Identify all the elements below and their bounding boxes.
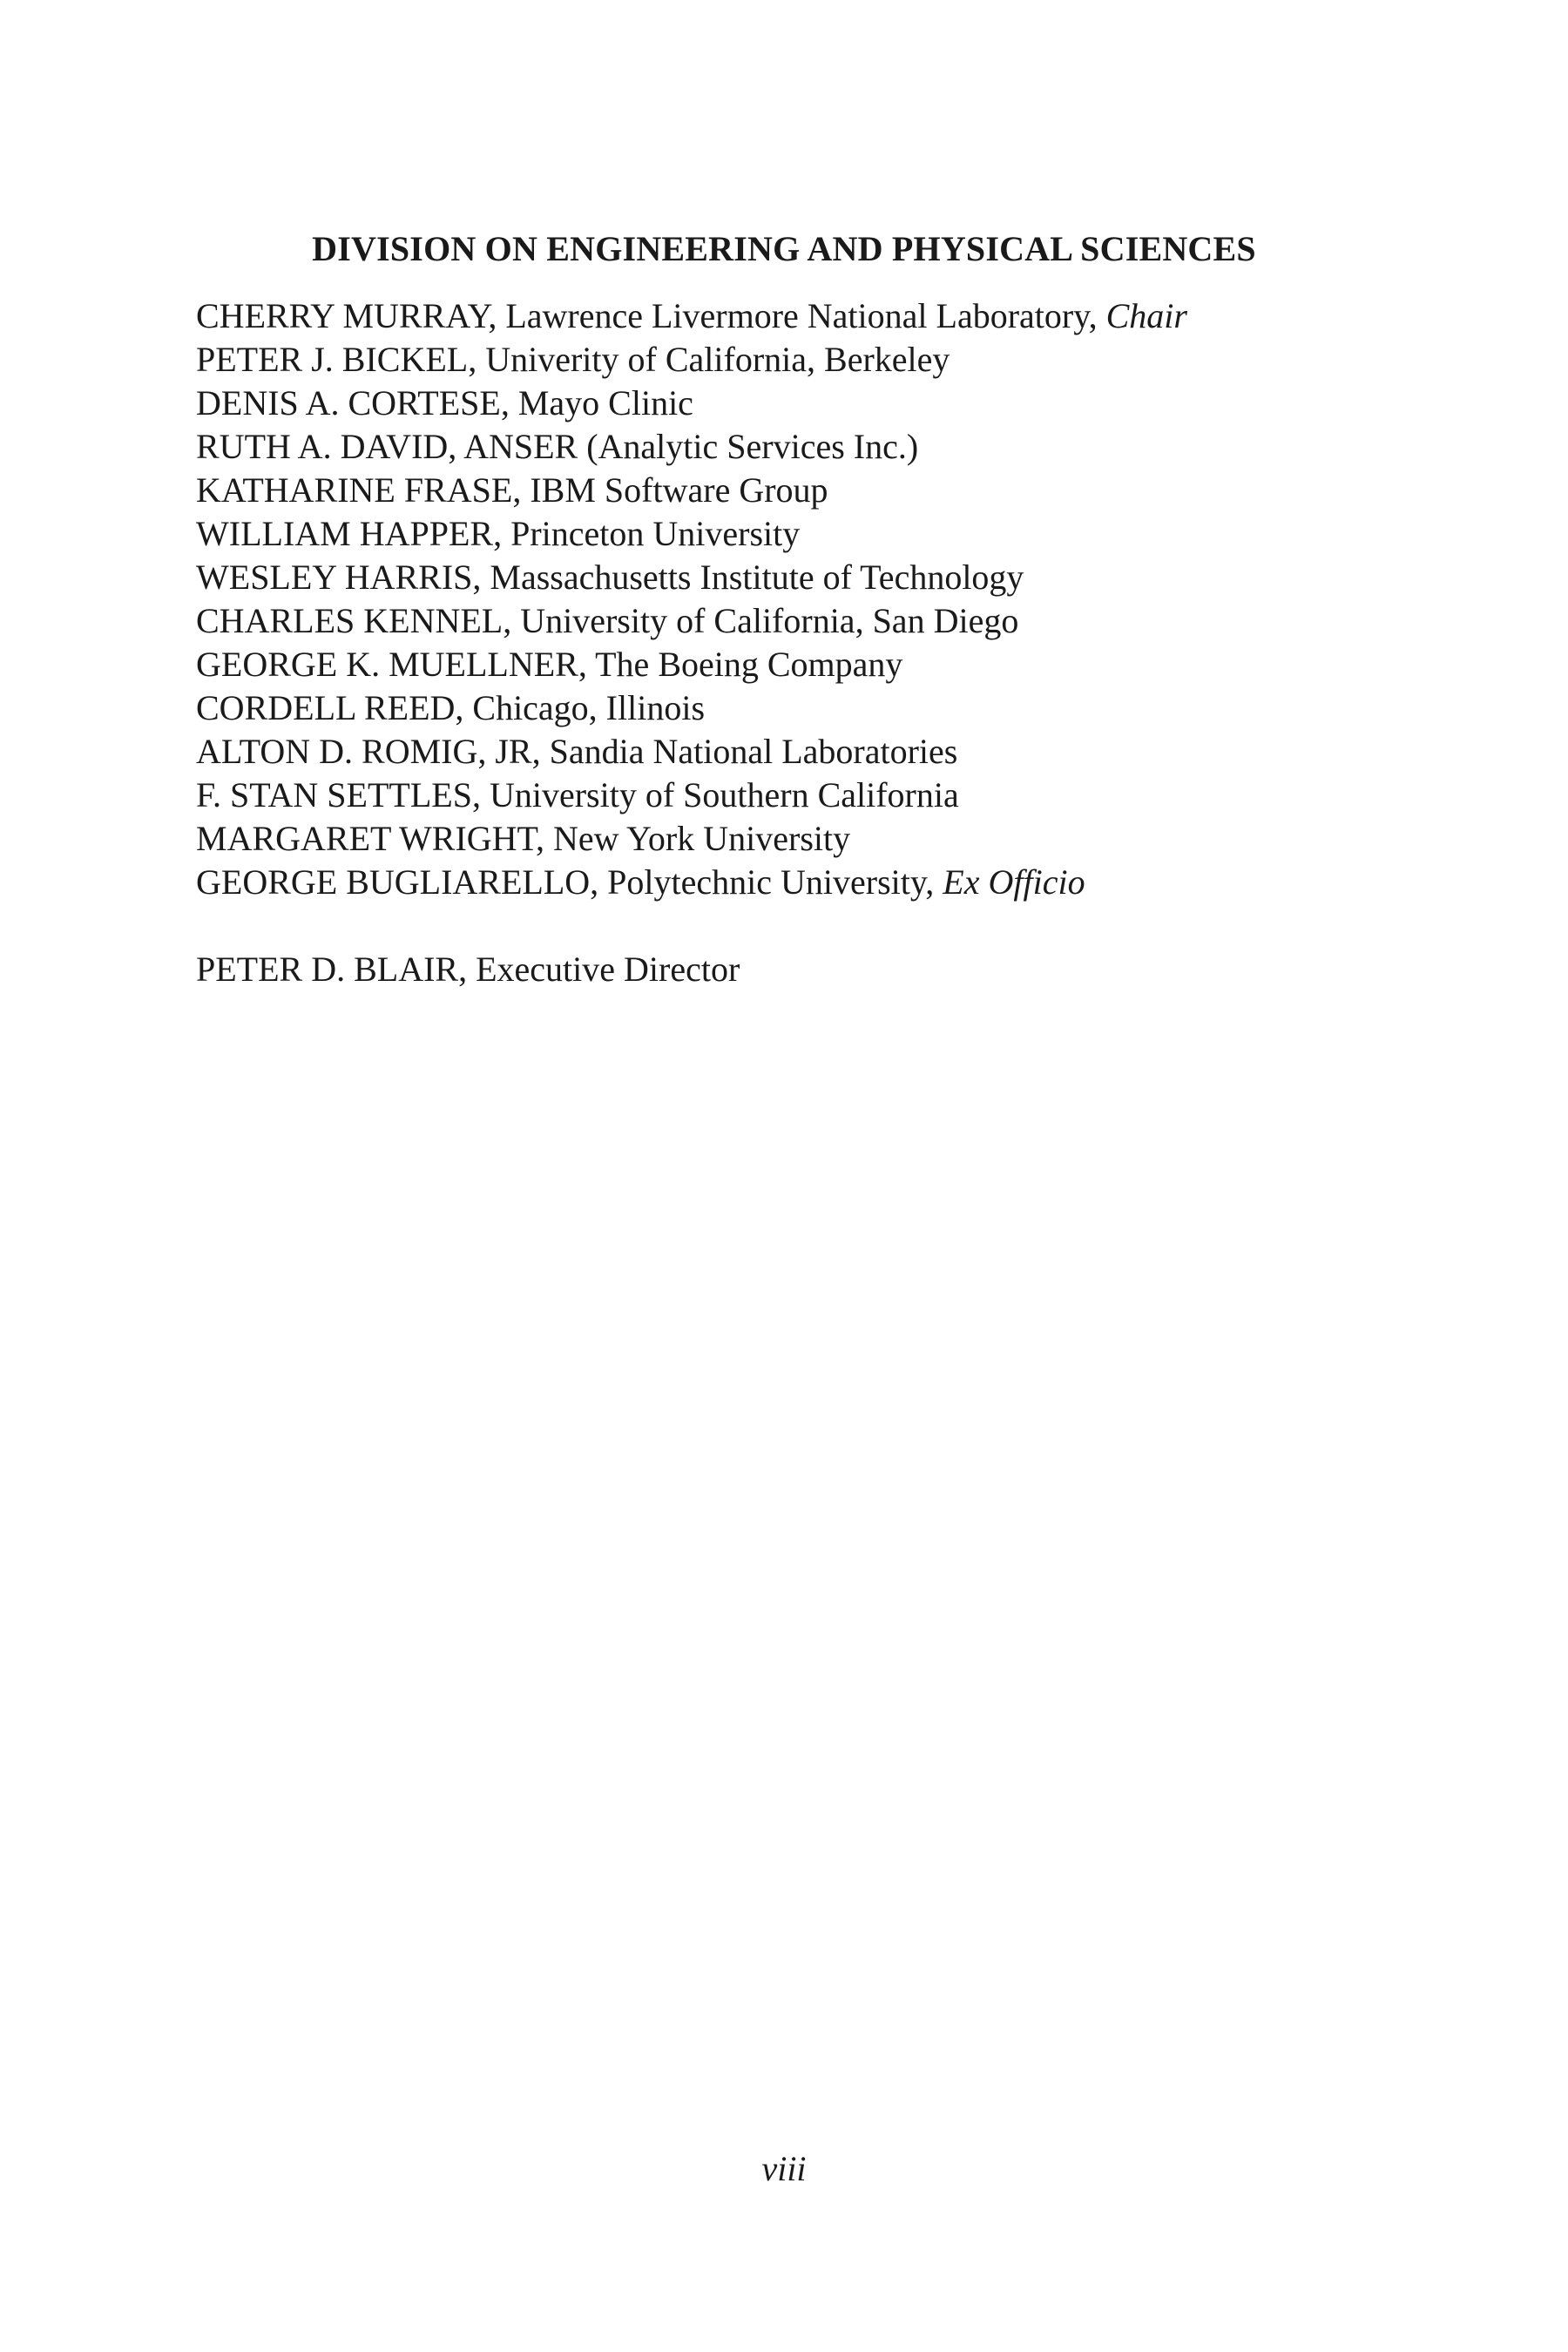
member-name-affiliation: PETER J. BICKEL, Univerity of California, Berkeley <box>196 340 950 379</box>
member-name-affiliation: MARGARET WRIGHT, New York University <box>196 819 851 858</box>
executive-director: PETER D. BLAIR, Executive Director <box>196 950 740 989</box>
member-entry <box>196 599 1416 643</box>
member-entry <box>196 643 1416 686</box>
member-name-affiliation: WILLIAM HAPPER, Princeton University <box>196 514 801 553</box>
member-name-affiliation: GEORGE BUGLIARELLO, Polytechnic University, <box>196 862 943 902</box>
page-number: viii <box>761 2149 807 2188</box>
member-entry <box>196 774 1416 817</box>
member-role: Chair <box>1105 296 1187 335</box>
member-entry <box>196 512 1416 556</box>
member-entry <box>196 425 1416 469</box>
member-entry <box>196 556 1416 599</box>
member-name-affiliation: DENIS A. CORTESE, Mayo Clinic <box>196 383 693 422</box>
member-entry <box>196 294 1416 338</box>
member-name-affiliation: CHARLES KENNEL, University of California, San Diego <box>196 601 1019 640</box>
member-name-affiliation: ALTON D. ROMIG, JR, Sandia National Laboratories <box>196 732 958 771</box>
member-name-affiliation: RUTH A. DAVID, ANSER (Analytic Services Inc.) <box>196 427 919 466</box>
member-entry <box>196 338 1416 382</box>
section-heading: DIVISION ON ENGINEERING AND PHYSICAL SCIENCES <box>312 229 1256 268</box>
member-list <box>196 294 1416 904</box>
member-name-affiliation: CORDELL REED, Chicago, Illinois <box>196 688 706 727</box>
member-entry <box>196 817 1416 861</box>
member-name-affiliation: KATHARINE FRASE, IBM Software Group <box>196 470 828 510</box>
member-name-affiliation: CHERRY MURRAY, Lawrence Livermore National Laboratory, <box>196 296 1106 335</box>
member-name-affiliation: F. STAN SETTLES, University of Southern California <box>196 775 959 814</box>
member-entry <box>196 861 1416 904</box>
member-entry <box>196 382 1416 425</box>
member-entry <box>196 469 1416 512</box>
member-entry <box>196 730 1416 774</box>
member-entry <box>196 686 1416 730</box>
member-role: Ex Officio <box>943 862 1085 902</box>
member-name-affiliation: GEORGE K. MUELLNER, The Boeing Company <box>196 645 903 684</box>
member-name-affiliation: WESLEY HARRIS, Massachusetts Institute of Technology <box>196 558 1024 597</box>
